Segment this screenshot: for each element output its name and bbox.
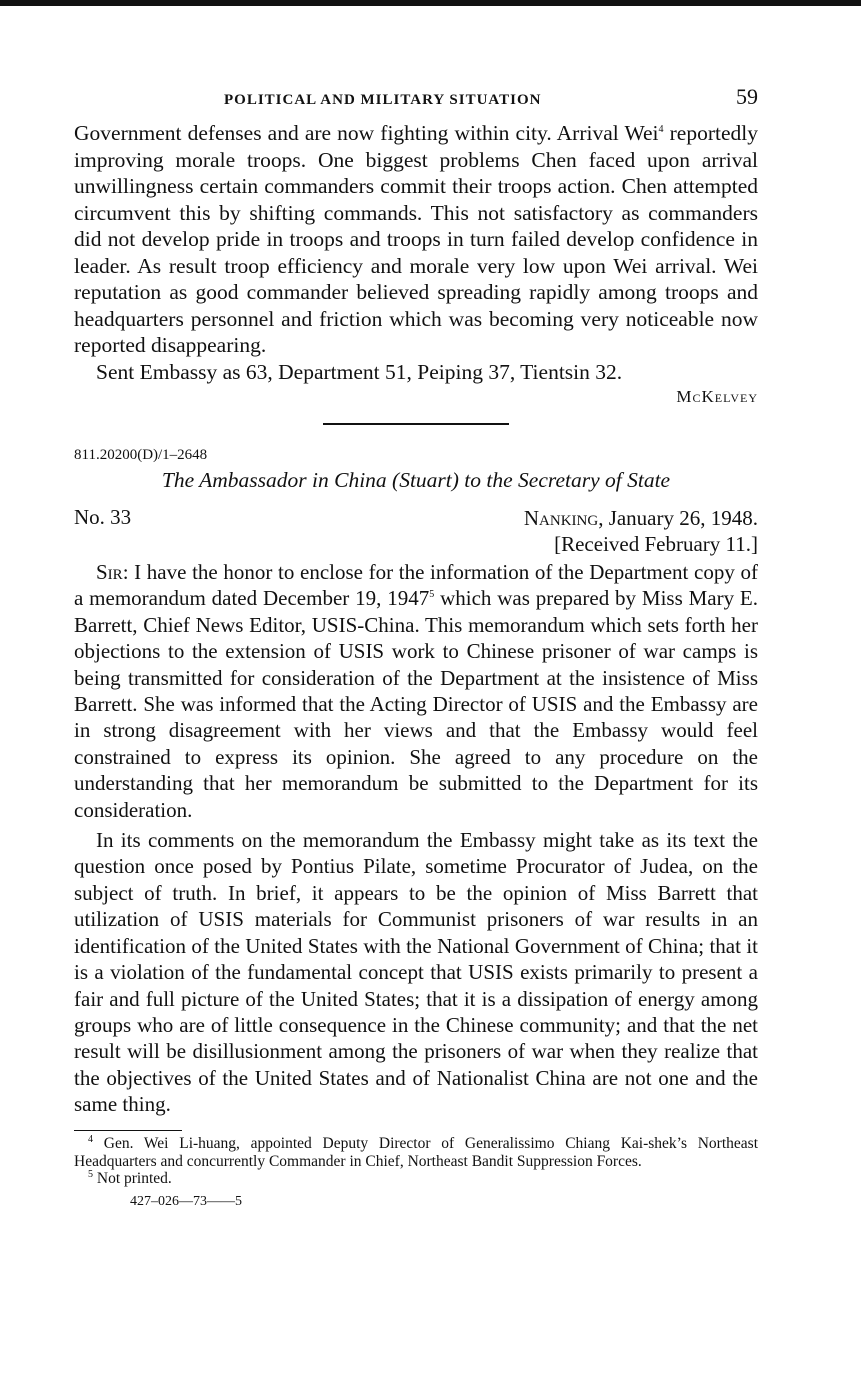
footnote-rule [74, 1130, 182, 1132]
letter-paragraph-1: Sir: I have the honor to enclose for the information of the Department copy of a memorandum dated December 19, 1947$^5$ which was prepared by Miss Mary E. Barrett, Chief News Editor, USIS-China. This memorandum which sets forth her objections to the extension of USIS work to Chinese prisoner of war camps is being transmitted for consideration of the Department at the insistence of Miss Barrett. She was informed that the Acting Director of USIS and the Embassy are in strong disagreement with her views and that the Embassy would feel constrained to express its opinion. She agreed to any procedure on the understanding that her memorandum be submitted to the Department for its consideration. [74, 560, 759, 822]
received-date: [Received February 11.] [554, 532, 758, 556]
running-title: POLITICAL AND MILITARY SITUATION [224, 92, 542, 108]
dateline-date: , January 26, 1948. [598, 506, 758, 530]
letter-paragraph-2: In its comments on the memorandum the Embassy might take as its text the question once posed by Pontius Pilate, sometime Procurator of Judea, on the subject of truth. In brief, it appears to be the opinion of Miss Barrett that utilization of USIS materials for Communist prisoners of war results in an identification of the United States with the National Government of China; that it is a violation of the fundamental concept that USIS exists primarily to present a fair and full picture of the United States; that it is a dissipation of energy among groups who are of little consequence in the Chinese community; and that the net result will be disillusionment among the prisoners of war when they realize that the objectives of the United States and of Nationalist China are not one and the same thing. [74, 828, 758, 1117]
document-number: No. 33 [74, 505, 132, 529]
dateline-row [74, 505, 758, 559]
dateline-place: Nanking [523, 506, 599, 530]
continued-telegram [74, 120, 758, 407]
footnote-ref-4: 4 [658, 123, 664, 135]
dateline [524, 505, 758, 557]
salutation: Sir [96, 560, 123, 584]
footnote-4: $^4$ Gen. Wei Li-huang, appointed Deputy Director of Generalissimo Chiang Kai-shek’s Northeast Headquarters and concurrently Commander in Chief, Northeast Bandit Suppression Forces. [74, 1133, 758, 1170]
running-header [74, 84, 758, 120]
letter-body [74, 559, 758, 1118]
continued-paragraph: Government defenses and are now fighting within city. Arrival Wei$^4$ reportedly improving morale troops. One biggest problems Chen faced upon arrival unwillingness certain commanders commit their troops action. Chen attempted circumvent this by shifting commands. This not satisfactory as commanders did not develop pride in troops and troops in turn failed develop confidence in leader. As result troop efficiency and morale very low upon Wei arrival. Wei reputation as good commander believed spreading rapidly among troops and headquarters personnel and friction which was becoming very noticeable now reported disappearing. [74, 121, 758, 357]
signature: McKelvey [676, 387, 758, 406]
sent-line: Sent Embassy as 63, Department 51, Peiping 37, Tientsin 32. [96, 359, 623, 384]
document-page [74, 84, 758, 1210]
document-title: The Ambassador in China (Stuart) to the Secretary of State [161, 468, 671, 492]
page-number: 59 [736, 84, 758, 109]
page-top-edge [0, 0, 861, 6]
footnotes [74, 1135, 758, 1188]
footnote-ref-5: 5 [429, 589, 435, 601]
section-divider [323, 423, 509, 425]
file-number: 811.20200(D)/1–2648 [74, 447, 208, 463]
print-code: 427–026—73——5 [130, 1193, 242, 1209]
footnote-5: $^5$ Not printed. [88, 1168, 172, 1188]
